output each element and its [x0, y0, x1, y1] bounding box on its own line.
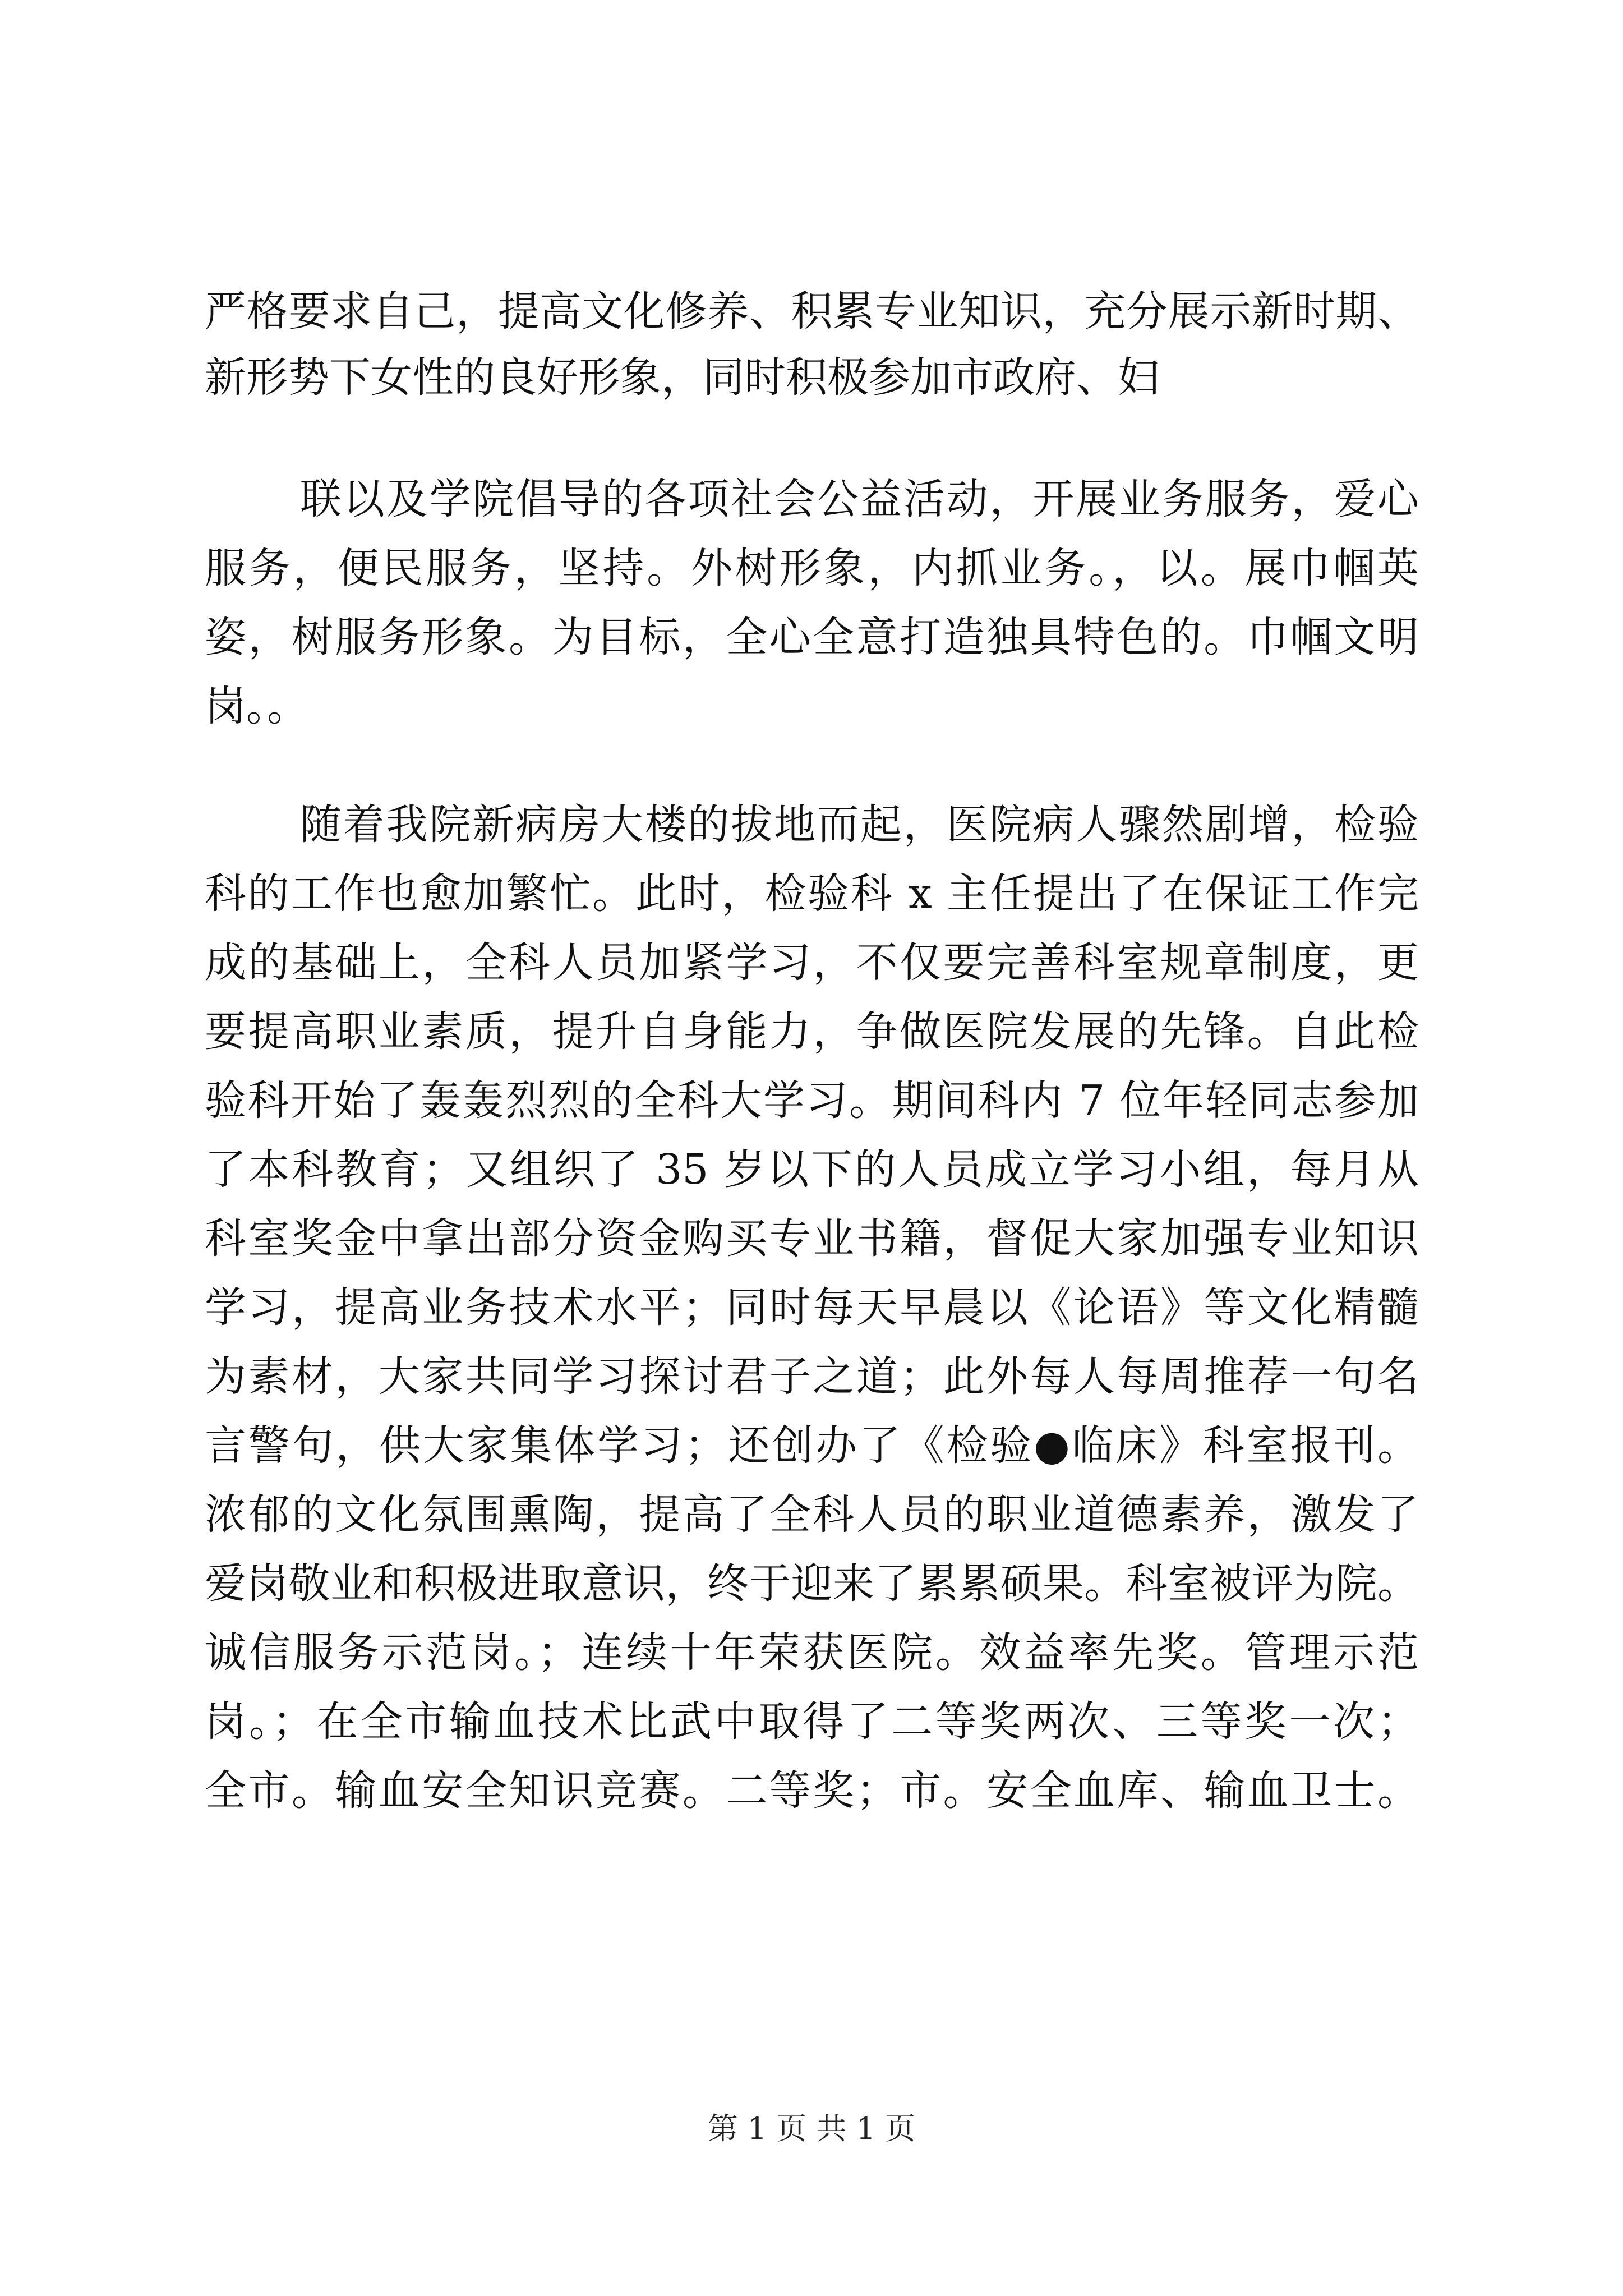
text-line: 随着我院新病房大楼的拔地而起，医院病人骤然剧增，检验	[300, 800, 1419, 849]
text-line: 科室奖金中拿出部分资金购买专业书籍，督促大家加强专业知识	[205, 1214, 1419, 1263]
page-number-footer: 第 1 页 共 1 页	[707, 2111, 916, 2146]
text-line: 岗。；在全市输血技术比武中取得了二等奖两次、三等奖一次；	[205, 1697, 1419, 1746]
text-line: 爱岗敬业和积极进取意识，终于迎来了累累硕果。科室被评为院。	[205, 1559, 1419, 1608]
text-line: 姿，树服务形象。为目标，全心全意打造独具特色的。巾帼文明	[205, 613, 1419, 661]
text-line: 言警句，供大家集体学习；还创办了《检验●临床》科室报刊。	[205, 1421, 1419, 1470]
text-line: 全市。输血安全知识竞赛。二等奖；市。安全血库、输血卫士。	[205, 1766, 1419, 1815]
text-line: 了本科教育；又组织了 35 岁以下的人员成立学习小组，每月从	[205, 1145, 1419, 1194]
text-line: 要提高职业素质，提升自身能力，争做医院发展的先锋。自此检	[205, 1007, 1419, 1056]
text-line: 科的工作也愈加繁忙。此时，检验科 x 主任提出了在保证工作完	[205, 869, 1419, 918]
text-line: 联以及学院倡导的各项社会公益活动，开展业务服务，爱心	[300, 475, 1419, 523]
text-line: 浓郁的文化氛围熏陶，提高了全科人员的职业道德素养，激发了	[205, 1490, 1419, 1539]
text-line: 服务，便民服务，坚持。外树形象，内抓业务。，以。展巾帼英	[205, 544, 1419, 592]
text-line: 诚信服务示范岗。；连续十年荣获医院。效益率先奖。管理示范	[205, 1628, 1419, 1677]
text-line: 严格要求自己，提高文化修养、积累专业知识，充分展示新时期、	[205, 287, 1419, 335]
text-line: 成的基础上，全科人员加紧学习，不仅要完善科室规章制度，更	[205, 938, 1419, 987]
text-line: 新形势下女性的良好形象，同时积极参加市政府、妇	[205, 353, 1159, 402]
text-line: 岗。。	[205, 682, 308, 730]
text-line: 学习，提高业务技术水平；同时每天早晨以《论语》等文化精髓	[205, 1283, 1419, 1332]
text-line: 验科开始了轰轰烈烈的全科大学习。期间科内 7 位年轻同志参加	[205, 1076, 1419, 1125]
text-line: 为素材，大家共同学习探讨君子之道；此外每人每周推荐一句名	[205, 1352, 1419, 1401]
